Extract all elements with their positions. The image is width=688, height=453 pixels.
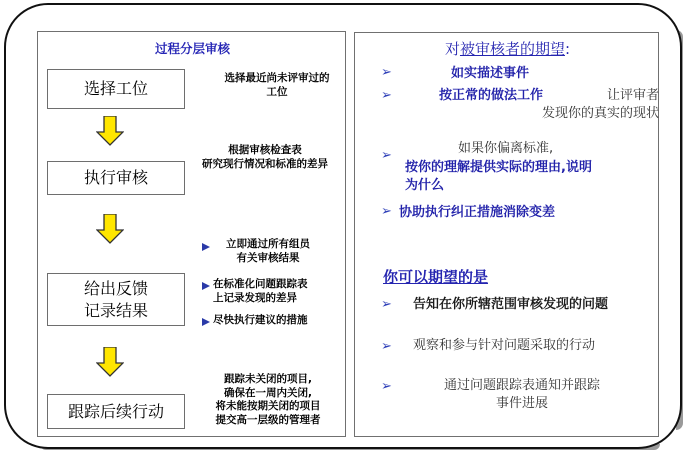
can-expect-2: 观察和参与针对问题采取的行动 bbox=[413, 338, 596, 353]
down-arrow-icon bbox=[96, 116, 124, 146]
down-arrow-icon bbox=[96, 347, 124, 377]
can-expect-1: 告知在你所辖范围审核发现的问题 bbox=[413, 297, 609, 312]
title-colon: : bbox=[564, 40, 571, 58]
chevron-icon: ➢ bbox=[381, 88, 392, 103]
process-panel bbox=[37, 31, 346, 437]
chevron-icon: ➢ bbox=[381, 297, 392, 312]
chevron-icon: ➢ bbox=[381, 339, 392, 354]
title-prefix: 对 bbox=[444, 40, 460, 58]
note-feedback-3: 尽快执行建议的措施 bbox=[213, 314, 308, 326]
can-expect-subtitle: 你可以期望的是 bbox=[383, 268, 489, 286]
chevron-icon: ➢ bbox=[381, 204, 392, 219]
expect-item-1: 如实描述事件 bbox=[451, 66, 530, 81]
chevron-icon: ➢ bbox=[381, 148, 392, 163]
note-feedback-2: 在标准化问题跟踪表 上记录发现的差异 bbox=[213, 278, 308, 304]
can-expect-3: 通过问题跟踪表通知并跟踪 事件进展 bbox=[443, 378, 600, 411]
step-follow-up bbox=[47, 394, 185, 429]
chevron-icon: ➢ bbox=[381, 65, 392, 80]
note-feedback-1: 立即通过所有组员 有关审核结果 bbox=[226, 238, 310, 264]
note-follow: 跟踪未关闭的项目, 确保在一周内关闭, 将未能按期关闭的项目 提交高一层级的管理者 bbox=[215, 373, 321, 426]
bullet-arrow-icon bbox=[202, 318, 210, 326]
note-select: 选择最近尚未评审过的 工位 bbox=[224, 72, 330, 98]
bullet-arrow-icon bbox=[202, 282, 210, 290]
expect-item-2-blue: 按正常的做法工作 bbox=[439, 88, 544, 103]
step-feedback-record bbox=[47, 273, 185, 326]
title-underlined: 被审核者的期望 bbox=[459, 40, 565, 58]
step-follow-label: 跟踪后续行动 bbox=[67, 401, 164, 421]
down-arrow-icon bbox=[96, 214, 124, 244]
expectation-title bbox=[355, 38, 660, 59]
expect-item-4: 协助执行纠正措施消除变差 bbox=[399, 205, 556, 220]
note-execute: 根据审核检查表 研究现行情况和标准的差异 bbox=[202, 144, 328, 170]
expect-item-3-blue: 按你的理解提供实际的理由,说明 为什么 bbox=[405, 160, 592, 193]
step-select-label: 选择工位 bbox=[83, 79, 148, 99]
step-execute-label: 执行审核 bbox=[83, 168, 148, 188]
step-select-station bbox=[47, 69, 185, 109]
chevron-icon: ➢ bbox=[381, 379, 392, 394]
process-title: 过程分层审核 bbox=[154, 41, 230, 56]
expectation-panel bbox=[354, 32, 659, 437]
step-feedback-label: 给出反馈 记录结果 bbox=[83, 278, 148, 320]
expect-item-2-dark: 让评审者 发现你的真实的现状 bbox=[541, 88, 659, 121]
step-execute-audit bbox=[47, 161, 185, 195]
expect-item-3-dark: 如果你偏离标准, bbox=[458, 141, 554, 156]
